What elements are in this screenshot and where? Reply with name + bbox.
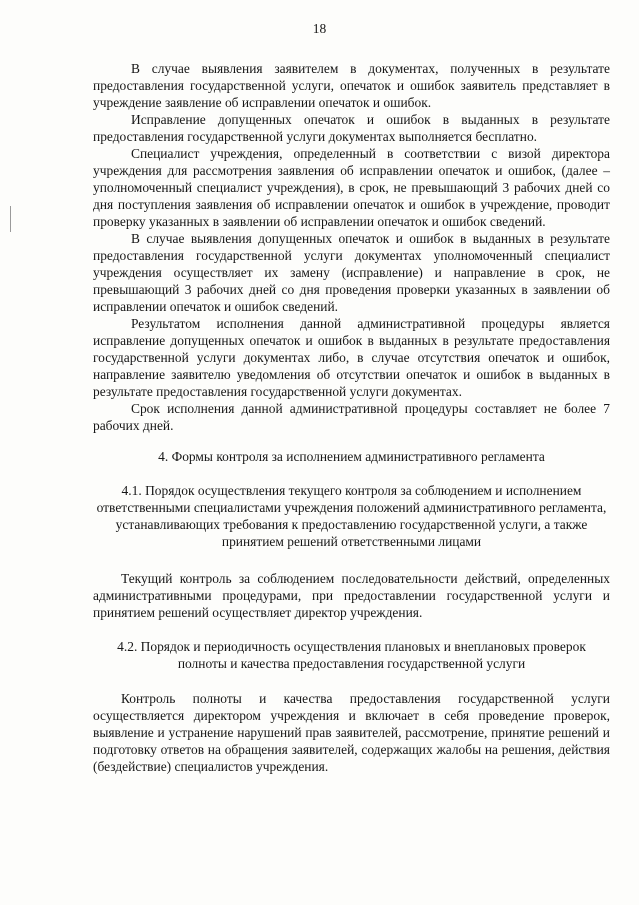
- section-4-1-text: Текущий контроль за соблюдением последовательности действий, определенных административными процедурами, при предоставлении государственной услуги и принятием решений осуществляет директор учреждения.: [93, 571, 610, 620]
- paragraph-replacement: В случае выявления допущенных опечаток и ошибок в выданных в результате предоставления государственной услуги документах уполномоченный специалист учреждения осуществляет их замену (исправление) и направление в срок, не превышающий 3 рабочих дней со дня проведения проверки указанных в заявлении об исправлении опечаток и ошибок сведений.: [93, 231, 610, 314]
- paragraph-free-correction: Исправление допущенных опечаток и ошибок в выданных в результате предоставления государственной услуги документах выполняется бесплатно.: [93, 112, 610, 144]
- section-4-2-heading: 4.2. Порядок и периодичность осуществления плановых и внеплановых проверок полноты и качества предоставления государственной услуги: [117, 639, 586, 671]
- paragraph-deadline: Срок исполнения данной административной процедуры составляет не более 7 рабочих дней.: [93, 401, 610, 433]
- page-number: 18: [312, 21, 327, 36]
- paragraph-result: Результатом исполнения данной административной процедуры является исправление допущенных опечаток и ошибок в выданных в результате предоставления государственной услуги документах либо, в случае отсутствия опечаток и ошибок, направление заявителю уведомления об отсутствии опечаток и ошибок в выданных в результате предоставления государственной услуги документах.: [93, 316, 610, 399]
- paragraph-typos-found: В случае выявления заявителем в документах, полученных в результате предоставления государственной услуги, опечаток и ошибок заявитель представляет в учреждение заявление об исправлении опечаток и ошибок.: [93, 61, 610, 110]
- paragraph-specialist-check: Специалист учреждения, определенный в соответствии с визой директора учреждения для рассмотрения заявления об исправлении опечаток и ошибок, (далее – уполномоченный специалист учреждения), в срок, не превышающий 3 рабочих дней со дня поступления заявления об исправлении опечаток и ошибок в учреждение, проводит проверку указанных в заявлении об исправлении опечаток и ошибок сведений.: [93, 146, 610, 229]
- section-4-1-heading: 4.1. Порядок осуществления текущего контроля за соблюдением и исполнением ответственными специалистами учреждения положений административного регламента, устанавливающих требования к предоставлению государственной услуги, а также принятием решений ответственными лицами: [96, 483, 607, 549]
- document-body: [93, 60, 610, 775]
- scan-margin-mark: [10, 206, 11, 232]
- section-4-heading: 4. Формы контроля за исполнением административного регламента: [158, 449, 545, 464]
- section-4-2-text: Контроль полноты и качества предоставления государственной услуги осуществляется директором учреждения и включает в себя проведение проверок, выявление и устранение нарушений прав заявителей, рассмотрение, принятие решений и подготовку ответов на обращения заявителей, содержащих жалобы на решения, действия (бездействие) специалистов учреждения.: [93, 691, 610, 774]
